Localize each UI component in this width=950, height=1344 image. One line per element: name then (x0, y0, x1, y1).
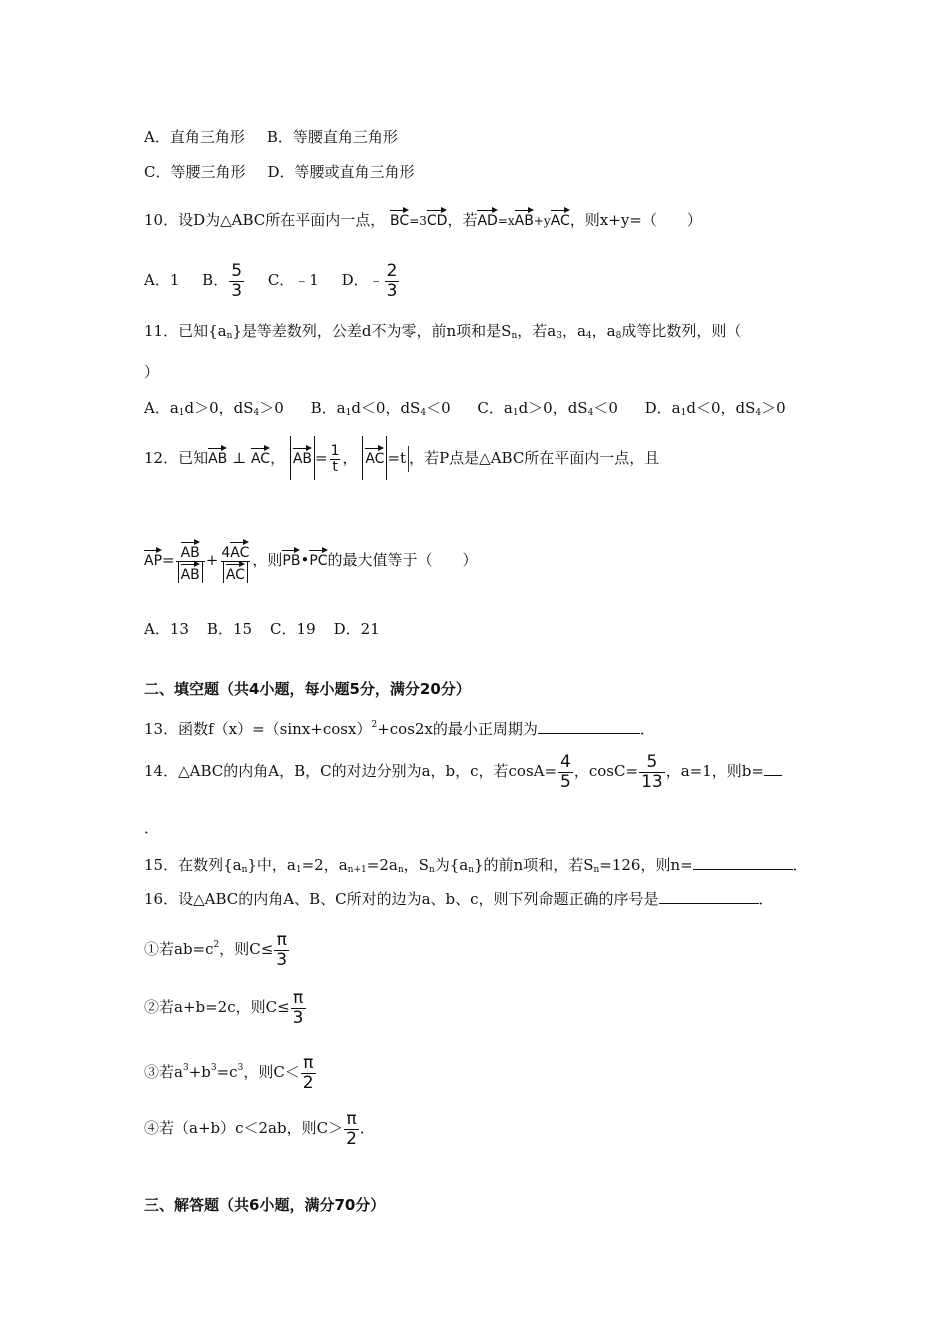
fraction-1-t: $\frac{1}{t}$ (330, 442, 340, 475)
vector-ap: AP (144, 548, 162, 568)
fraction-5-13: $\frac{5}{13}$ (641, 751, 663, 792)
answer-blank[interactable] (764, 761, 782, 776)
vector-ac: AC (551, 208, 570, 228)
q9-option-d: D．等腰或直角三角形 (267, 163, 415, 181)
q12-stem: 12．已知AB ⊥ AC， AB = $\frac{1}{t}$ ， AC =t ，若P点是△ABC所在平面内一点，且 (144, 436, 659, 480)
q16-item-2: ②若a+b=2c，则C≤ $\frac{\pi}{3}$ (144, 987, 304, 1028)
q11-options: A．$a_1d>0$，$dS_4>0$ B．$a_1d<0$，$dS_4<0$ C．$a_1d>0$，$dS_4<0$ D．$a_1d<0$，$dS_4>0$ (144, 399, 786, 418)
vector-ab: AB (208, 446, 227, 466)
fraction-4-5: $\frac{4}{5}$ (560, 751, 571, 792)
vector-ab: AB (515, 208, 534, 228)
q10-stem: 10．设D为△ABC所在平面内一点， BC=3CD，若AD=xAB+yAC，则x+y=（ ） (144, 208, 702, 231)
q14-end: ． (144, 819, 160, 837)
fraction-pi-3: $\frac{\pi}{3}$ (292, 987, 304, 1028)
vector-ad: AD (477, 208, 497, 228)
fraction-pi-3: $\frac{\pi}{3}$ (276, 929, 288, 970)
section-2-heading: 二、填空题（共4小题，每小题5分，满分20分） (144, 680, 471, 698)
vector-cd: CD (427, 208, 448, 228)
fraction-4ac-over-abs-ac: $\frac{4AC}{AC}$ (219, 540, 251, 583)
vector-ac: AC (251, 446, 270, 466)
answer-blank[interactable] (659, 889, 759, 904)
q11-stem: 11．已知$\{a_n\}$是等差数列，公差d不为零，前n项和是$S_n$，若$a_3$，$a_4$，$a_8$成等比数列，则（ (144, 322, 742, 341)
answer-blank[interactable] (693, 855, 793, 870)
abs-ab: AB (290, 436, 315, 480)
fraction-pi-2: $\frac{\pi}{2}$ (302, 1052, 314, 1093)
q12-options: A．13 B．15 C．19 D．21 (144, 620, 380, 638)
section-3-heading: 三、解答题（共6小题，满分70分） (144, 1196, 386, 1214)
fraction-2-3: $\frac{2}{3}$ (386, 260, 398, 301)
fraction-5-3: $\frac{5}{3}$ (231, 260, 243, 301)
q16-item-1: ①若$ab=c^2$，则C≤ $\frac{\pi}{3}$ (144, 929, 288, 970)
q9-option-b: B．等腰直角三角形 (266, 128, 398, 146)
q10-options: A．1 B． $\frac{5}{3}$ C．﹣1 D．﹣ $\frac{2}{3}$ (144, 260, 398, 301)
abs-ac: AC (362, 436, 387, 480)
q16: 16．设△ABC的内角A、B、C所对的边为a、b、c，则下列命题正确的序号是 ． (144, 890, 774, 908)
vector-pb: PB (282, 548, 300, 568)
q14: 14．△ABC的内角A，B，C的对边分别为a，b，c，若cosA= $\frac{4}{5}$ ，cosC= $\frac{5}{13}$ ，a=1，则b= (144, 748, 782, 794)
q16-item-3: ③若$a^3+b^3=c^3$，则C＜ $\frac{\pi}{2}$ (144, 1052, 314, 1093)
vector-pc: PC (309, 548, 327, 568)
q16-item-4: ④若（a+b）c＜2ab，则C＞ $\frac{\pi}{2}$ ． (144, 1108, 375, 1149)
fraction-ab-over-abs-ab: $\frac{AB}{AB}$ (176, 540, 205, 583)
answer-blank[interactable] (538, 719, 640, 734)
q11-stem-cont: ） (144, 363, 160, 381)
q15: 15．在数列$\{a_n\}$中，$a_1=2$，$a_{n+1}=2a_n$，$S_n$为$\{a_n\}$的前n项和，若$S_n=126$，则n= ． (144, 856, 808, 875)
fraction-pi-2: $\frac{\pi}{2}$ (346, 1108, 357, 1149)
vector-bc: BC (390, 208, 409, 228)
q12-formula: AP= $\frac{AB}{AB}$ + $\frac{4AC}{AC}$ ，则PB•PC的最大值等于（ ） (144, 532, 478, 588)
q13: 13．函数$f(x)=(\sin x+\cos x)^2+\cos 2x$的最小正周期为 ． (144, 720, 655, 738)
q9-option-c: C．等腰三角形 (144, 163, 246, 181)
q9-options-row2 (144, 162, 415, 182)
q9-option-a: A．直角三角形 (144, 128, 245, 146)
q9-options-row1 (144, 127, 398, 147)
